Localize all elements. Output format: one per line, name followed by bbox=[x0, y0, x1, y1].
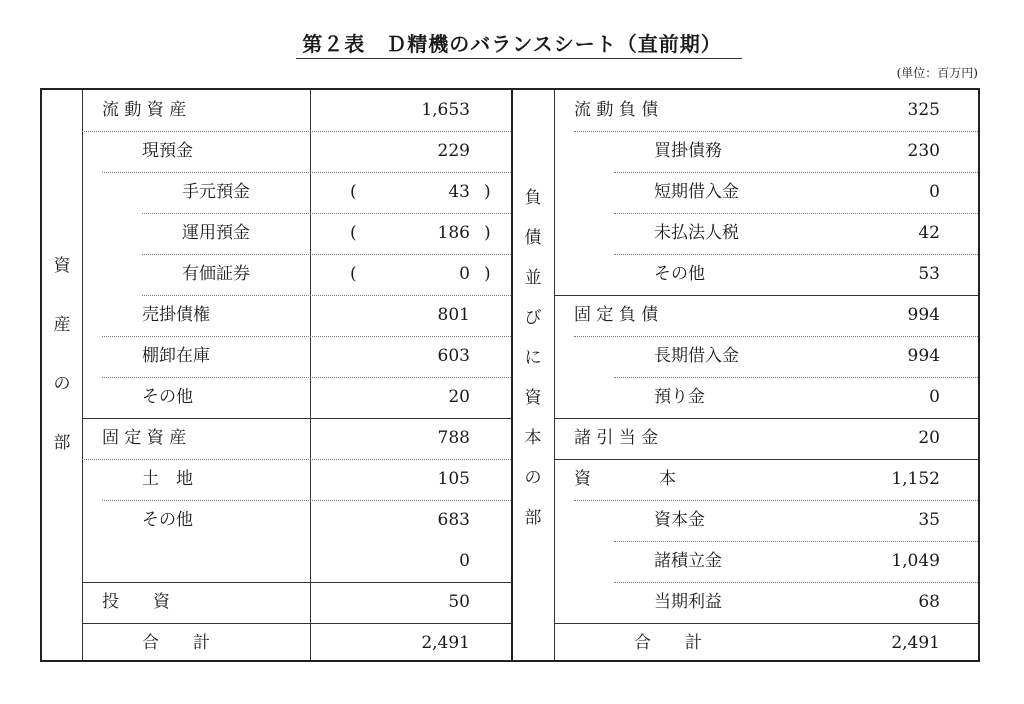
section-label-char: 部 bbox=[53, 433, 71, 453]
row-label: 棚卸在庫 bbox=[142, 346, 210, 366]
row-label: 土 地 bbox=[142, 469, 193, 489]
total-value: 2,491 bbox=[421, 633, 470, 653]
table-row bbox=[554, 418, 980, 458]
section-label-char: の bbox=[524, 468, 542, 488]
paren-close: ) bbox=[484, 223, 491, 243]
table-row bbox=[82, 336, 510, 376]
row-label: 流 動 負 債 bbox=[574, 100, 659, 120]
row-value: 0 bbox=[459, 264, 470, 284]
row-label: 預り金 bbox=[654, 387, 705, 407]
row-value: 105 bbox=[437, 469, 470, 489]
table-row bbox=[82, 500, 510, 540]
row-value: 0 bbox=[929, 387, 940, 407]
row-label: 諸 引 当 金 bbox=[574, 428, 659, 448]
paren-close: ) bbox=[484, 264, 491, 284]
section-label-char: の bbox=[53, 374, 71, 394]
section-label-char: 部 bbox=[524, 508, 542, 528]
row-value: 603 bbox=[437, 346, 470, 366]
row-label: 未払法人税 bbox=[654, 223, 739, 243]
table-row bbox=[82, 541, 510, 581]
row-label: 固 定 資 産 bbox=[102, 428, 187, 448]
row-value: 20 bbox=[448, 387, 470, 407]
paren-open: ( bbox=[350, 182, 357, 202]
section-label-char: 本 bbox=[524, 428, 542, 448]
row-value: 229 bbox=[437, 141, 470, 161]
row-label: 長期借入金 bbox=[654, 346, 739, 366]
row-label: 買掛債務 bbox=[654, 141, 722, 161]
row-value: 35 bbox=[918, 510, 940, 530]
row-label: 資本金 bbox=[654, 510, 705, 530]
row-value: 683 bbox=[437, 510, 470, 530]
row-value: 1,049 bbox=[891, 551, 940, 571]
table-title: 第２表 Ｄ精機のバランスシート（直前期） bbox=[302, 32, 722, 56]
section-label-char: び bbox=[524, 308, 542, 328]
row-value: 1,653 bbox=[421, 100, 470, 120]
table-row bbox=[554, 459, 980, 499]
table-row bbox=[554, 295, 980, 335]
section-label-char: 資 bbox=[53, 256, 71, 276]
row-value: 788 bbox=[437, 428, 470, 448]
paren-open: ( bbox=[350, 223, 357, 243]
table-row bbox=[82, 172, 510, 212]
table-row bbox=[82, 254, 510, 294]
row-label: 流 動 資 産 bbox=[102, 100, 187, 120]
table-row bbox=[554, 500, 980, 540]
table-row bbox=[82, 582, 510, 622]
row-value: 43 bbox=[448, 182, 470, 202]
table-row bbox=[554, 377, 980, 417]
assets-section-label bbox=[42, 258, 82, 494]
row-label: 現預金 bbox=[142, 141, 193, 161]
table-row bbox=[82, 377, 510, 417]
section-label-char: 並 bbox=[524, 268, 542, 288]
row-label: 手元預金 bbox=[182, 182, 250, 202]
table-row bbox=[554, 213, 980, 253]
paren-open: ( bbox=[350, 264, 357, 284]
row-value: 994 bbox=[907, 305, 940, 325]
table-row bbox=[82, 131, 510, 171]
section-label-char: 資 bbox=[524, 388, 542, 408]
table-row bbox=[554, 541, 980, 581]
row-label: その他 bbox=[142, 387, 193, 407]
row-value: 20 bbox=[918, 428, 940, 448]
row-label: 有価証券 bbox=[182, 264, 250, 284]
row-value: 50 bbox=[448, 592, 470, 612]
row-label: 運用預金 bbox=[182, 223, 250, 243]
row-value: 186 bbox=[437, 223, 470, 243]
total-value: 2,491 bbox=[891, 633, 940, 653]
balance-sheet-table bbox=[40, 88, 980, 662]
table-row bbox=[554, 336, 980, 376]
total-row bbox=[82, 623, 510, 663]
table-row bbox=[82, 295, 510, 335]
section-label-char: に bbox=[524, 348, 542, 368]
table-row bbox=[554, 131, 980, 171]
row-label: その他 bbox=[142, 510, 193, 530]
title-underline bbox=[296, 58, 742, 59]
row-label: 投 資 bbox=[102, 592, 170, 612]
unit-label: (単位：百万円) bbox=[896, 66, 978, 80]
row-value: 325 bbox=[907, 100, 940, 120]
row-label: 諸積立金 bbox=[654, 551, 722, 571]
row-label: その他 bbox=[654, 264, 705, 284]
total-label: 合 計 bbox=[142, 633, 210, 653]
table-row bbox=[82, 90, 510, 130]
row-value: 1,152 bbox=[891, 469, 940, 489]
row-label: 短期借入金 bbox=[654, 182, 739, 202]
paren-close: ) bbox=[484, 182, 491, 202]
total-label: 合 計 bbox=[634, 633, 702, 653]
row-label: 固 定 負 債 bbox=[574, 305, 659, 325]
table-row bbox=[82, 418, 510, 458]
table-row bbox=[554, 582, 980, 622]
row-value: 42 bbox=[918, 223, 940, 243]
table-row bbox=[82, 459, 510, 499]
total-row bbox=[554, 623, 980, 663]
table-row bbox=[554, 172, 980, 212]
row-value: 801 bbox=[437, 305, 470, 325]
row-label: 資 本 bbox=[574, 469, 676, 489]
table-row bbox=[82, 213, 510, 253]
row-value: 230 bbox=[907, 141, 940, 161]
row-label: 売掛債権 bbox=[142, 305, 210, 325]
row-value: 0 bbox=[459, 551, 470, 571]
row-value: 994 bbox=[907, 346, 940, 366]
table-row bbox=[554, 254, 980, 294]
row-label: 当期利益 bbox=[654, 592, 722, 612]
section-label-char: 債 bbox=[524, 228, 542, 248]
row-value: 68 bbox=[918, 592, 940, 612]
row-value: 0 bbox=[929, 182, 940, 202]
row-value: 53 bbox=[918, 264, 940, 284]
section-label-char: 負 bbox=[524, 188, 542, 208]
table-row bbox=[554, 90, 980, 130]
section-label-char: 産 bbox=[53, 315, 71, 335]
liabilities-section-label bbox=[512, 190, 554, 550]
